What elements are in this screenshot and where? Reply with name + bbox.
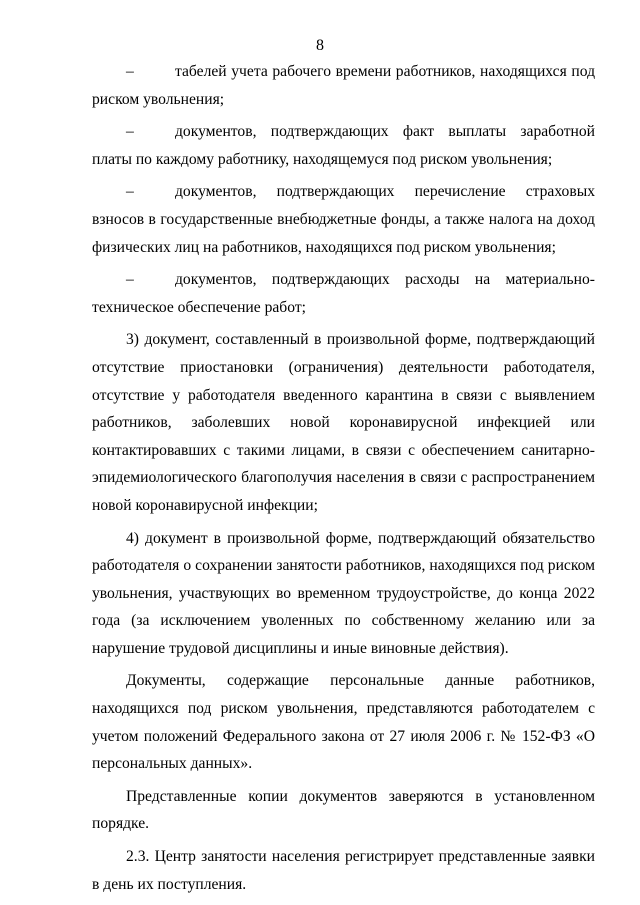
page-number: 8 bbox=[316, 37, 324, 54]
dash-marker: – bbox=[126, 123, 134, 141]
dash-marker: – bbox=[126, 183, 134, 201]
list-item-text: документов, подтверждающих расходы на материально-техническое обеспечение работ; bbox=[92, 271, 595, 316]
list-item-text: документов, подтверждающих факт выплаты заработной платы по каждому работнику, находящемуся под риском увольнения; bbox=[92, 123, 595, 168]
list-item-text: табелей учета рабочего времени работников, находящихся под риском увольнения; bbox=[92, 63, 595, 108]
paragraph-personal-data: Документы, содержащие персональные данные работников, находящихся под риском увольнения, представляются работодателем с учетом положений Федерального закона от 27 июля 2006 г. № 152-ФЗ «О персональных данных». bbox=[92, 672, 595, 773]
list-item-text: документов, подтверждающих перечисление страховых взносов в государственные внебюджетные фонды, а также налога на доход физических лиц на работников, находящихся под риском увольнения; bbox=[92, 183, 595, 256]
paragraph-copies-certified: Представленные копии документов заверяются в установленном порядке. bbox=[92, 787, 595, 833]
paragraph-item-3: 3) документ, составленный в произвольной форме, подтверждающий отсутствие приостановки (ограничения) деятельности работодателя, отсутствие у работодателя введенного карантина в связи с выявлением работников, заболевших новой коронавирусной инфекцией или контактировавших с такими лицами, в связи с обеспечением санитарно-эпидемиологического благополучия населения в связи с распространением новой коронавирусной инфекции; bbox=[92, 331, 595, 514]
list-item bbox=[92, 118, 595, 173]
dash-marker: – bbox=[126, 63, 134, 80]
document-body bbox=[92, 58, 595, 898]
list-item bbox=[92, 58, 595, 113]
list-item bbox=[92, 266, 595, 321]
paragraph-item-4: 4) документ в произвольной форме, подтверждающий обязательство работодателя о сохранении занятости работников, находящихся под риском увольнения, участвующих во временном трудоустройстве, до конца 2022 года (за исключением уволенных по собственному желанию или за нарушение трудовой дисциплины и иные виновные действия). bbox=[92, 529, 595, 657]
dash-marker: – bbox=[126, 271, 134, 289]
list-item bbox=[92, 178, 595, 261]
paragraph-2-3: 2.3. Центр занятости населения регистрирует представленные заявки в день их поступления. bbox=[92, 848, 595, 893]
